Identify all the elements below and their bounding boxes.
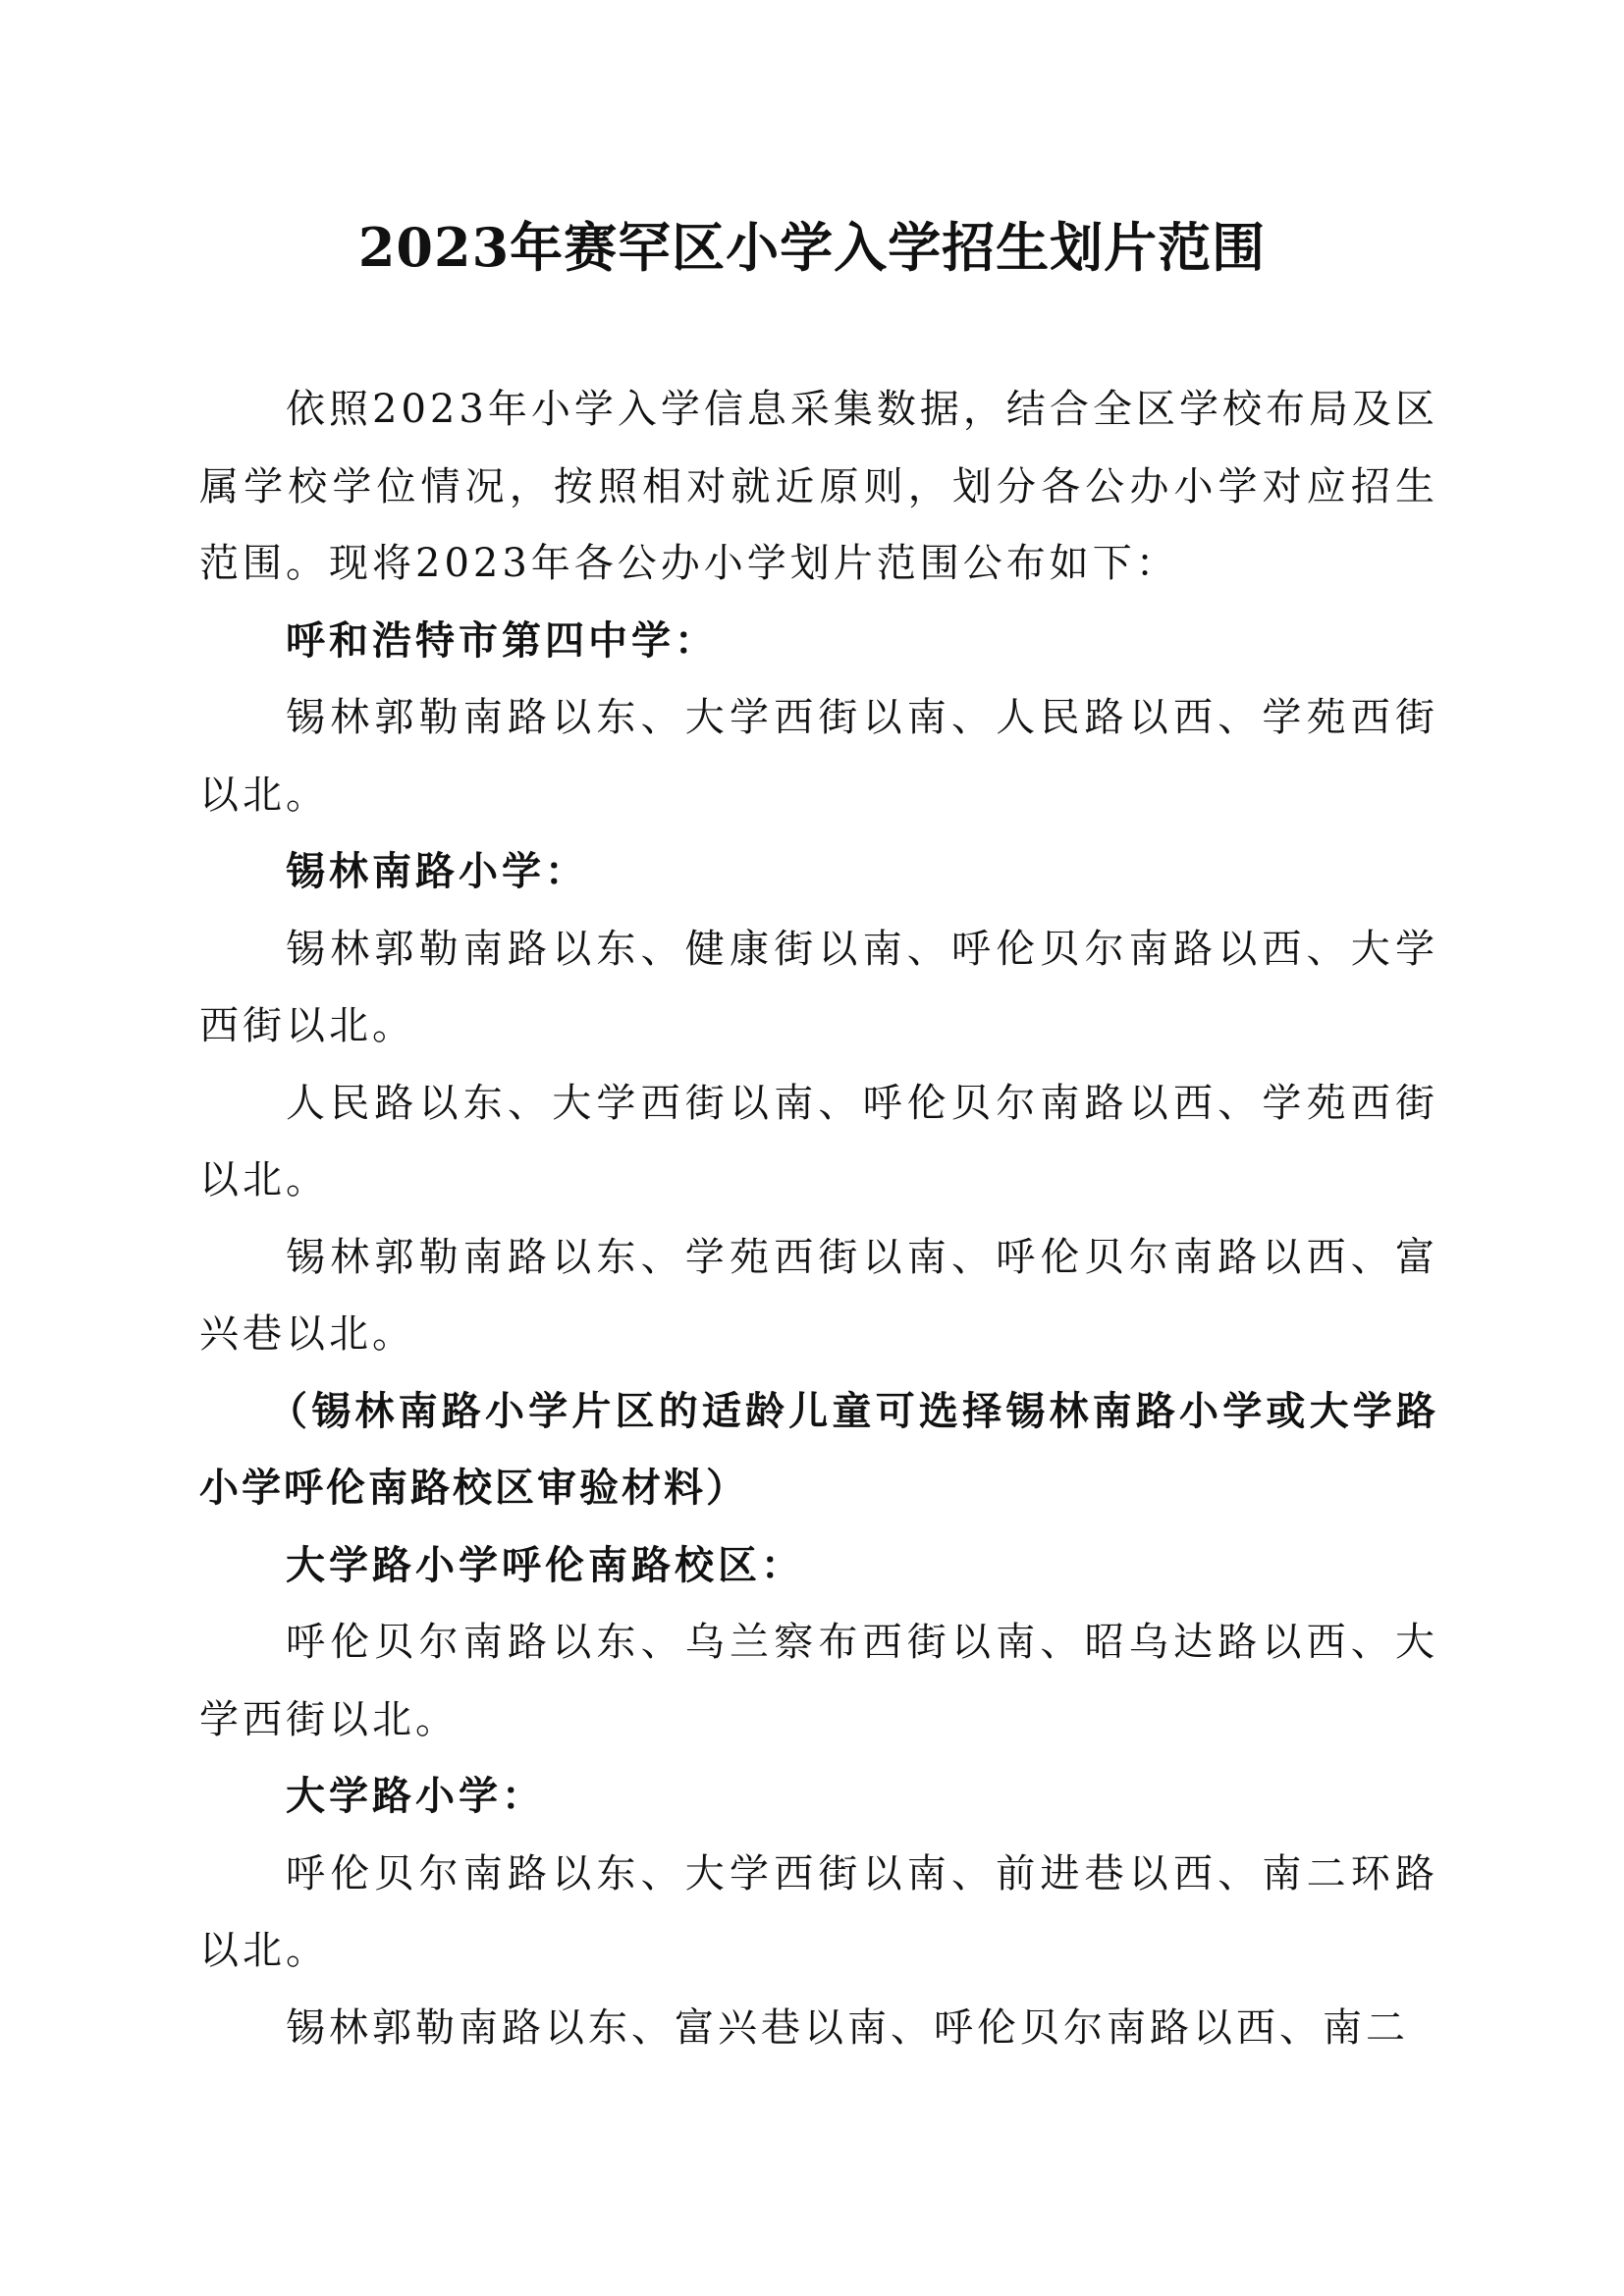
zone-note: （锡林南路小学片区的适龄儿童可选择锡林南路小学或大学路小学呼伦南路校区审验材料）: [199, 1388, 1438, 1511]
zone-paragraph: 锡林郭勒南路以东、健康街以南、呼伦贝尔南路以西、大学西街以北。: [199, 926, 1438, 1048]
intro-paragraph: 依照2023年小学入学信息采集数据，结合全区学校布局及区属学校学位情况，按照相对就近原则，划分各公办小学对应招生范围。现将2023年各公办小学划片范围公布如下：: [199, 387, 1438, 586]
school-heading-daxuelu: 大学路小学：: [286, 1774, 545, 1819]
zone-paragraph: 呼伦贝尔南路以东、乌兰察布西街以南、昭乌达路以西、大学西街以北。: [199, 1620, 1438, 1742]
zone-paragraph: 锡林郭勒南路以东、大学西街以南、人民路以西、学苑西街以北。: [199, 695, 1438, 818]
school-heading-daxuelu-hulun: 大学路小学呼伦南路校区：: [286, 1542, 804, 1588]
zone-paragraph: 人民路以东、大学西街以南、呼伦贝尔南路以西、学苑西街以北。: [199, 1080, 1438, 1202]
school-heading-xilin-nanlu: 锡林南路小学：: [286, 849, 588, 894]
zone-paragraph: 锡林郭勒南路以东、学苑西街以南、呼伦贝尔南路以西、富兴巷以北。: [199, 1234, 1438, 1357]
document-body: [199, 371, 1438, 2066]
document-title: 2023年赛罕区小学入学招生划片范围: [357, 216, 1267, 279]
zone-paragraph: 呼伦贝尔南路以东、大学西街以南、前进巷以西、南二环路以北。: [199, 1850, 1438, 1973]
zone-paragraph: 锡林郭勒南路以东、富兴巷以南、呼伦贝尔南路以西、南二: [286, 2004, 1409, 2051]
school-heading-sizhong: 呼和浩特市第四中学：: [286, 617, 718, 664]
